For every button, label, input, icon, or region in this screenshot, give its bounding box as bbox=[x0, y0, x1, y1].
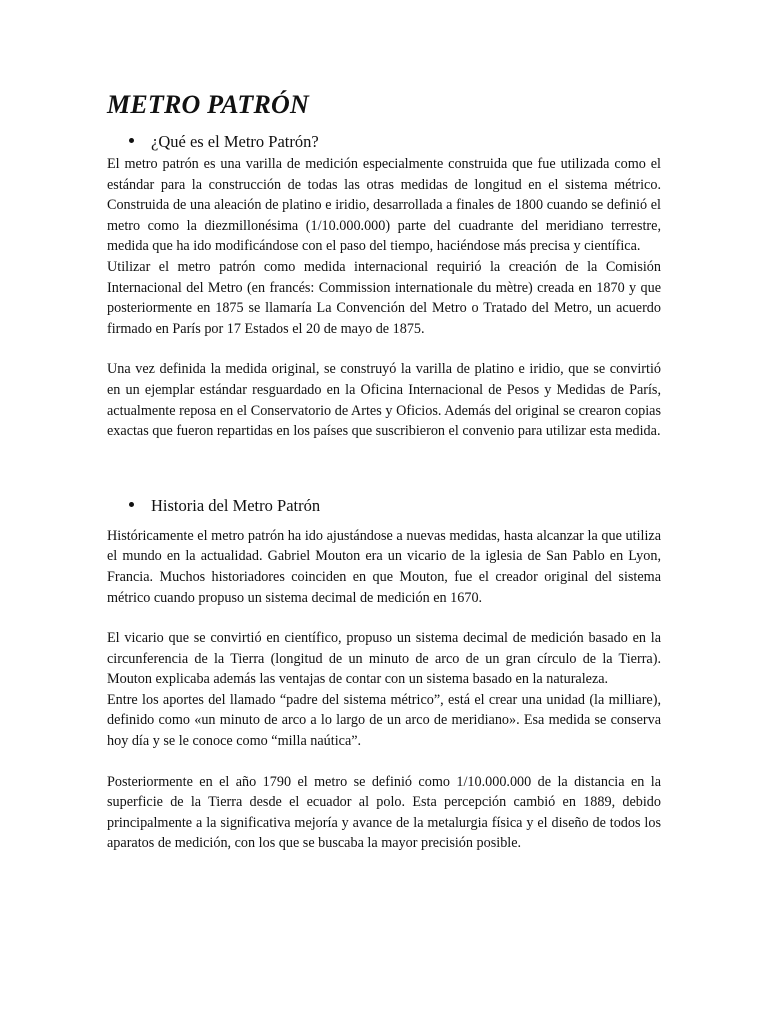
paragraph: Entre los aportes del llamado “padre del sistema métrico”, está el crear una unidad (la milliare), definido como «un minuto de arco a lo largo de un arco de meridiano». Esa medida se conserva hoy día y se le conoce como “milla naútica”. bbox=[107, 691, 661, 750]
paragraph: Históricamente el metro patrón ha ido ajustándose a nuevas medidas, hasta alcanzar la que utiliza el mundo en la actualidad. Gabriel Mouton era un vicario de la iglesia de San Pablo en Lyon, Francia. Muchos historiadores coinciden en que Mouton, fue el creador original del sistema métrico cuando propuso un sistema decimal de medición en 1670. bbox=[107, 527, 661, 606]
paragraph: El metro patrón es una varilla de medición especialmente construida que fue utilizada como el estándar para la construcción de todas las otras medidas de longitud en el sistema métrico. Construida de una aleación de platino e iridio, desarrollada a finales de 1800 cuando se definió el metro como la diezmillonésima (1/10.000.000) parte del cuadrante del meridiano terrestre, medida que ha ido modificándose con el paso del tiempo, haciéndose más precisa y científica. bbox=[107, 156, 661, 255]
section-heading-historia bbox=[107, 494, 661, 518]
paragraph: Posteriormente en el año 1790 el metro se definió como 1/10.000.000 de la distancia en la superficie de la Tierra desde el ecuador al polo. Esta percepción cambió en 1889, debido principalmente a la significativa mejoría y avance de la metalurgia física y el diseño de todos los aparatos de medición, con los que se buscaba la mayor precisión posible. bbox=[107, 773, 661, 852]
paragraph: El vicario que se convirtió en científico, propuso un sistema decimal de medición basado en la circunferencia de la Tierra (longitud de un minuto de arco de un gran círculo de la Tierra). Mouton explicaba además las ventajas de contar con un sistema basado en la naturaleza. bbox=[107, 630, 661, 688]
spacer bbox=[107, 752, 661, 772]
page-title: METRO PATRÓN bbox=[107, 90, 309, 119]
spacer bbox=[107, 518, 661, 526]
spacer bbox=[107, 442, 661, 494]
paragraph: Utilizar el metro patrón como medida internacional requirió la creación de la Comisión Internacional del Metro (en francés: Commission internationale du mètre) creada en 1870 y que posteriormente en 1875 se llamaría La Convención del Metro o Tratado del Metro, un acuerdo firmado en París por 17 Estados el 20 de mayo de 1875. bbox=[107, 258, 661, 337]
document-page bbox=[107, 88, 661, 854]
paragraph: Una vez definida la medida original, se construyó la varilla de platino e iridio, que se convirtió en un ejemplar estándar resguardado en la Oficina Internacional de Pesos y Medidas de París, actualmente reposa en el Conservatorio de Artes y Oficios. Además del original se crearon copias exactas que fueron repartidas en los países que suscribieron el convenio para utilizar esta medida. bbox=[107, 361, 661, 440]
section-heading-que-es bbox=[107, 130, 661, 154]
section-heading-label: ¿Qué es el Metro Patrón? bbox=[151, 132, 319, 151]
spacer bbox=[107, 339, 661, 359]
section-heading-label: Historia del Metro Patrón bbox=[151, 495, 321, 515]
bullet-icon bbox=[129, 502, 134, 507]
spacer bbox=[107, 608, 661, 628]
bullet-icon bbox=[129, 138, 134, 143]
